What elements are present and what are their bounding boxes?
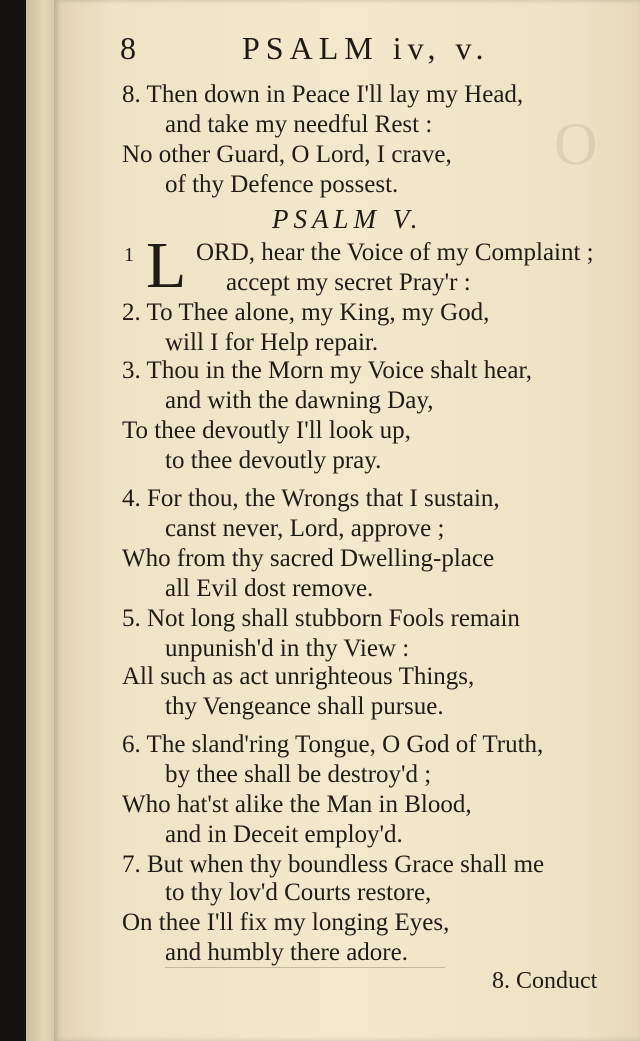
- text-line: and take my needful Rest :: [165, 111, 433, 138]
- text-line: of thy Defence possest.: [165, 171, 399, 198]
- text-line: will I for Help repair.: [165, 329, 379, 356]
- text-line: No other Guard, O Lord, I crave,: [122, 141, 452, 168]
- text-line: and with the dawning Day,: [165, 387, 434, 414]
- text-line: 7. But when thy boundless Grace shall me: [122, 851, 545, 878]
- text-line: thy Vengeance shall pursue.: [165, 693, 444, 720]
- text-line: 2. To Thee alone, my King, my God,: [122, 299, 490, 326]
- text-line: Who hat'st alike the Man in Blood,: [122, 791, 472, 818]
- text-line: and humbly there adore.: [165, 939, 408, 966]
- show-through-ink: O: [554, 111, 598, 177]
- drop-cap: L: [146, 229, 187, 302]
- text-line: All such as act unrighteous Things,: [122, 663, 475, 690]
- text-line: ORD, hear the Voice of my Complaint ;: [196, 239, 594, 266]
- facing-page-edge: [26, 0, 56, 1041]
- text-line: all Evil dost remove.: [165, 575, 374, 602]
- text-line: On thee I'll fix my longing Eyes,: [122, 909, 450, 936]
- text-line: canst never, Lord, approve ;: [165, 515, 445, 542]
- text-line: 3. Thou in the Morn my Voice shalt hear,: [122, 357, 533, 384]
- catchword: 8. Conduct: [492, 968, 598, 994]
- text-line: To thee devoutly I'll look up,: [122, 417, 411, 444]
- running-title: PSALM iv, v.: [242, 30, 490, 66]
- verse-number: 1: [124, 244, 134, 266]
- printer-rule: [165, 967, 445, 968]
- text-line: 5. Not long shall stubborn Fools remain: [122, 605, 520, 632]
- text-line: unpunish'd in thy View :: [165, 635, 410, 662]
- text-line: Who from thy sacred Dwelling-place: [122, 545, 495, 572]
- text-line: 8. Then down in Peace I'll lay my Head,: [122, 81, 524, 108]
- text-line: to thee devoutly pray.: [165, 447, 382, 474]
- section-title: PSALM V.: [272, 204, 423, 234]
- text-line: to thy lov'd Courts restore,: [165, 879, 432, 906]
- text-line: by thee shall be destroy'd ;: [165, 761, 432, 788]
- text-line: 6. The sland'ring Tongue, O God of Truth,: [122, 731, 544, 758]
- text-line: and in Deceit employ'd.: [165, 821, 403, 848]
- text-line: accept my secret Pray'r :: [226, 269, 471, 296]
- page-header: [0, 24, 640, 68]
- text-line: 4. For thou, the Wrongs that I sustain,: [122, 485, 500, 512]
- book-gutter: [0, 0, 26, 1041]
- page-number: 8: [120, 30, 136, 66]
